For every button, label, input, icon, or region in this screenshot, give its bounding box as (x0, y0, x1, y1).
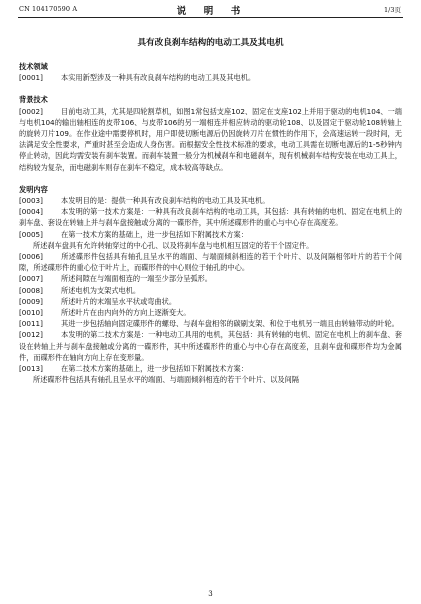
paragraph-number: [0010] (19, 308, 43, 318)
paragraph-text: 在第二技术方案的基础上，进一步包括如下附属技术方案： (61, 364, 248, 374)
header-doc-type: 说 明 书 (176, 6, 245, 17)
document-body (19, 61, 402, 385)
paragraph-number: [0013] (19, 364, 43, 374)
paragraph-text: 所述叶片的末端呈水平状或弯曲状。 (61, 296, 177, 306)
paragraph-number: [0005] (19, 229, 43, 239)
section-heading-background: 背景技术 (19, 95, 48, 105)
paragraph-number: [0012] (19, 330, 43, 340)
paragraph-text: 在第一技术方案的基础上，进一步包括如下附属技术方案： (61, 229, 248, 239)
paragraph-0012 (19, 329, 402, 363)
paragraph-text: 本发明目的是：提供一种具有改良刹车结构的电动工具及其电机。 (61, 196, 270, 206)
paragraph-0009 (19, 296, 402, 307)
paragraph-0011 (19, 318, 402, 329)
header-page-info: 1/3页 (384, 6, 401, 14)
paragraph-number: [0007] (19, 274, 43, 284)
header-doc-number: CN 104170590 A (19, 5, 78, 13)
paragraph-text: 本实用新型涉及一种具有改良刹车结构的电动工具及其电机。 (61, 73, 256, 83)
paragraph-number: [0004] (19, 207, 43, 217)
document-title: 具有改良刹车结构的电动工具及其电机 (137, 38, 284, 48)
paragraph-text: 所述叶片在由内向外的方向上逐渐变大。 (61, 308, 191, 318)
section-heading-summary: 发明内容 (19, 184, 48, 194)
paragraph-text: 本发明的第二技术方案是：一种电动工具用的电机，其包括：具有转轴的电机、固定在电机上的刹车盘、套设在转轴上并与刹车盘接触或分离的一碟形件，其中所述碟形件的重心与中心存在高度差，且刹车盘和碟形件均为金属件，而碟形件在轴向方向上存在变形量。 (19, 330, 402, 362)
paragraph-0001 (19, 72, 402, 83)
paragraph-number: [0011] (19, 319, 43, 329)
paragraph-text: 本发明的第一技术方案是：一种具有改良刹车结构的电动工具，其包括：具有转轴的电机、固定在电机上的刹车盘、套设在转轴上并与刹车盘接触或分离的一碟形件，其中所述碟形件的重心与中心存在高度差。 (19, 207, 402, 228)
paragraph-text: 所述电机为支架式电机。 (61, 285, 141, 295)
paragraph-number: [0009] (19, 296, 43, 306)
paragraph-0005-continuation: 所述刹车盘具有允许转轴穿过的中心孔、以及将刹车盘与电机相互固定的若干个固定件。 (33, 240, 314, 250)
paragraph-0013-continuation: 所述碟形件包括具有轴孔且呈水平的端面、与端面倾斜相连的若干个叶片、以及间隔 (33, 375, 299, 385)
section-heading-tech-field: 技术领域 (19, 62, 48, 71)
paragraph-0002 (19, 106, 402, 173)
paragraph-text: 所述间隙在与端面相连的一端至少部分呈弧形。 (61, 274, 212, 284)
page-number: 3 (208, 590, 213, 598)
paragraph-number: [0002] (19, 106, 43, 116)
paragraph-number: [0008] (19, 285, 43, 295)
paragraph-0010 (19, 307, 402, 318)
paragraph-text: 其进一步包括轴向固定碟形件的螺母、与刹车盘相邻的碳刷支架、和位于电机另一端且由转轴带动的叶轮。 (61, 319, 399, 329)
paragraph-0003 (19, 195, 402, 206)
paragraph-0007 (19, 273, 402, 284)
paragraph-text: 所述碟形件包括具有轴孔且呈水平的端面、与端面倾斜相连的若干个叶片、以及间隔相邻叶片的若干个间隙，所述碟形件的重心位于叶片上，而碟形件的中心则位于轴孔的中心。 (19, 252, 402, 273)
paragraph-number: [0001] (19, 73, 43, 83)
paragraph-0004 (19, 206, 402, 228)
paragraph-0005 (19, 229, 402, 240)
paragraph-0008 (19, 285, 402, 296)
paragraph-number: [0003] (19, 196, 43, 206)
paragraph-0013 (19, 363, 402, 374)
header-divider (18, 17, 403, 18)
paragraph-number: [0006] (19, 252, 43, 262)
paragraph-text: 目前电动工具，尤其是四轮割草机，如图1常包括支座102、固定在支座102上并用于驱动的电机104、一端与电机104的输出轴相连的皮带106、与皮带106的另一端相连并相应转动的驱动轮108、以及固定于驱动轮108转轴上的旋转刀片109。在作业途中需要停机时，用户即使切断电源后仍因旋转刀片在惯性的作用下，会高速运转一段时间，无法满足安全性要求，严重时甚至会造成人身伤害。而根据安全性技术标准的要求，电动工具需在切断电源后的1-5秒钟内停止转动，因此均需安装有刹车装置。而刹车装置一般分为机械刹车和电磁刹车，现有机械刹车结构安装在电动工具上，结构较为复杂，而电磁刹车则存在刹车不稳定，成本较高等缺点。 (19, 106, 402, 172)
paragraph-0006 (19, 251, 402, 273)
